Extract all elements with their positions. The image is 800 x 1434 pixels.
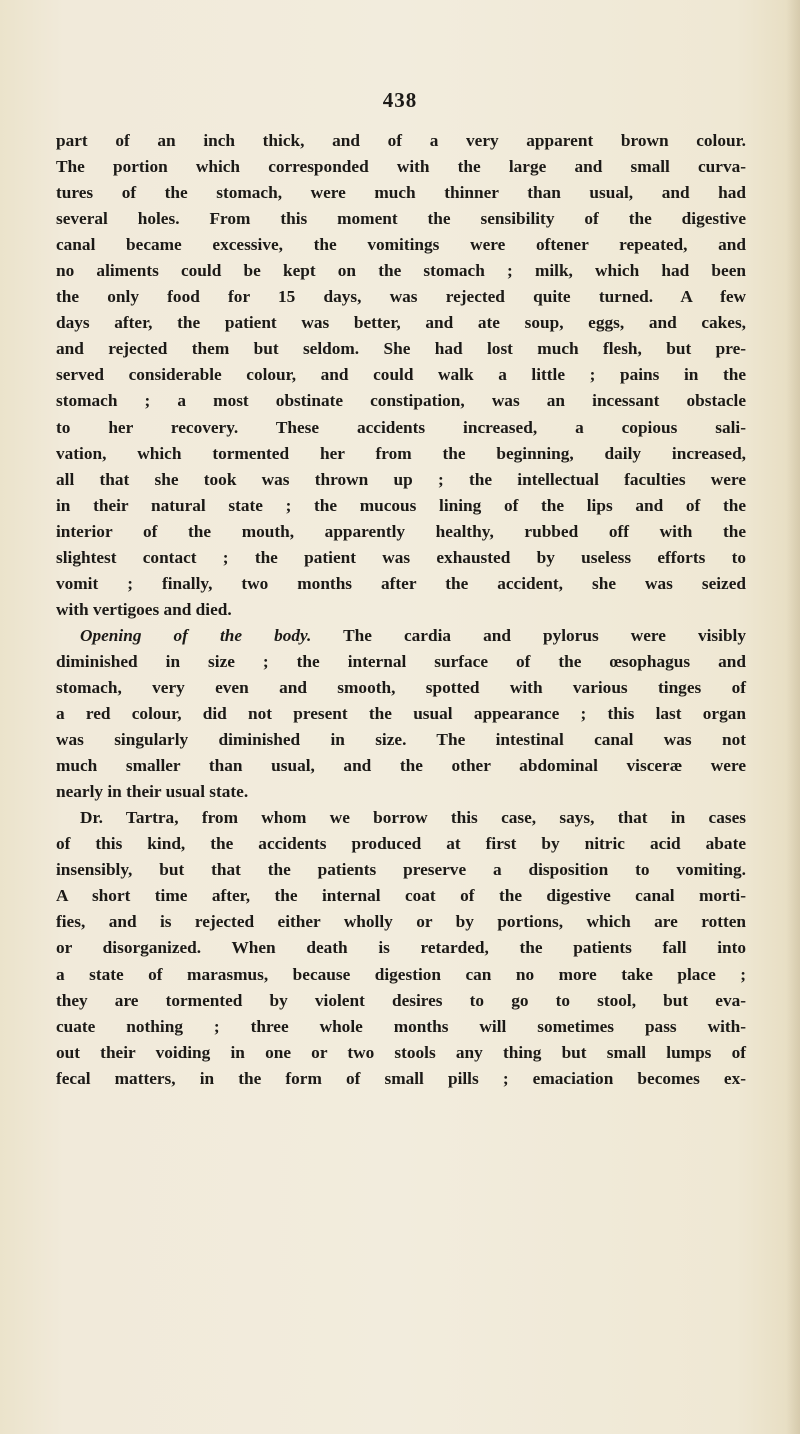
page-number: 438: [382, 88, 418, 112]
text-line: was singularly diminished in size. The intestinal canal was not: [56, 730, 746, 750]
text-line: Dr. Tartra, from whom we borrow this case, says, that in cases: [80, 808, 746, 828]
body-text: [56, 128, 746, 1092]
text-line: diminished in size ; the internal surface of the œsophagus and: [56, 651, 746, 671]
text-line: days after, the patient was better, and ate soup, eggs, and cakes,: [56, 313, 746, 333]
text-line: fecal matters, in the form of small pills ; emaciation becomes ex-: [56, 1068, 746, 1088]
text-line: of this kind, the accidents produced at first by nitric acid abate: [56, 834, 746, 854]
text-line: a state of marasmus, because digestion can no more take place ;: [56, 964, 746, 984]
text-line: part of an inch thick, and of a very apparent brown colour.: [56, 131, 746, 150]
text-line: interior of the mouth, apparently healthy, rubbed off with the: [56, 521, 746, 541]
text-line: stomach ; a most obstinate constipation, was an incessant obstacle: [56, 391, 746, 411]
text-line: insensibly, but that the patients preserve a disposition to vomiting.: [56, 860, 746, 880]
text-line: A short time after, the internal coat of the digestive canal morti-: [56, 886, 746, 906]
opening-label: Opening of the body.: [80, 625, 312, 645]
text-line: much smaller than usual, and the other abdominal visceræ were: [56, 756, 746, 776]
text-line: tures of the stomach, were much thinner than usual, and had: [56, 183, 746, 203]
text-line: several holes. From this moment the sensibility of the digestive: [56, 209, 746, 229]
text-line: The portion which corresponded with the large and small curva-: [56, 157, 746, 177]
text-line: nearly in their usual state.: [56, 782, 249, 802]
text-line: they are tormented by violent desires to go to stool, but eva-: [56, 990, 746, 1010]
text-line: no aliments could be kept on the stomach ; milk, which had been: [56, 261, 746, 281]
text-line: slightest contact ; the patient was exhausted by useless efforts to: [56, 547, 746, 567]
text-line: and rejected them but seldom. She had lost much flesh, but pre-: [56, 339, 746, 359]
text-line: cuate nothing ; three whole months will sometimes pass with-: [56, 1016, 746, 1036]
text-line: or disorganized. When death is retarded, the patients fall into: [56, 938, 746, 958]
text-line: canal became excessive, the vomitings were oftener repeated, and: [56, 235, 746, 255]
text-line: vomit ; finally, two months after the accident, she was seized: [56, 573, 746, 593]
text-line: in their natural state ; the mucous lining of the lips and of the: [56, 495, 746, 515]
opening-rest: The cardia and pylorus were visibly: [311, 625, 746, 645]
text-line: with vertigoes and died.: [56, 599, 232, 619]
text-line: fies, and is rejected either wholly or by portions, which are rotten: [56, 912, 746, 932]
opening-line: [56, 623, 746, 649]
text-line: served considerable colour, and could walk a little ; pains in the: [56, 365, 746, 385]
text-line: the only food for 15 days, was rejected quite turned. A few: [56, 287, 746, 307]
text-line: vation, which tormented her from the beginning, daily increased,: [56, 443, 746, 463]
text-line: stomach, very even and smooth, spotted with various tinges of: [56, 677, 746, 697]
text-line: a red colour, did not present the usual appearance ; this last organ: [56, 704, 746, 724]
text-line: out their voiding in one or two stools any thing but small lumps of: [56, 1042, 746, 1062]
text-line: all that she took was thrown up ; the intellectual faculties were: [56, 469, 746, 489]
text-line: to her recovery. These accidents increased, a copious sali-: [56, 417, 746, 437]
page-edge-shadow: [786, 0, 800, 1434]
